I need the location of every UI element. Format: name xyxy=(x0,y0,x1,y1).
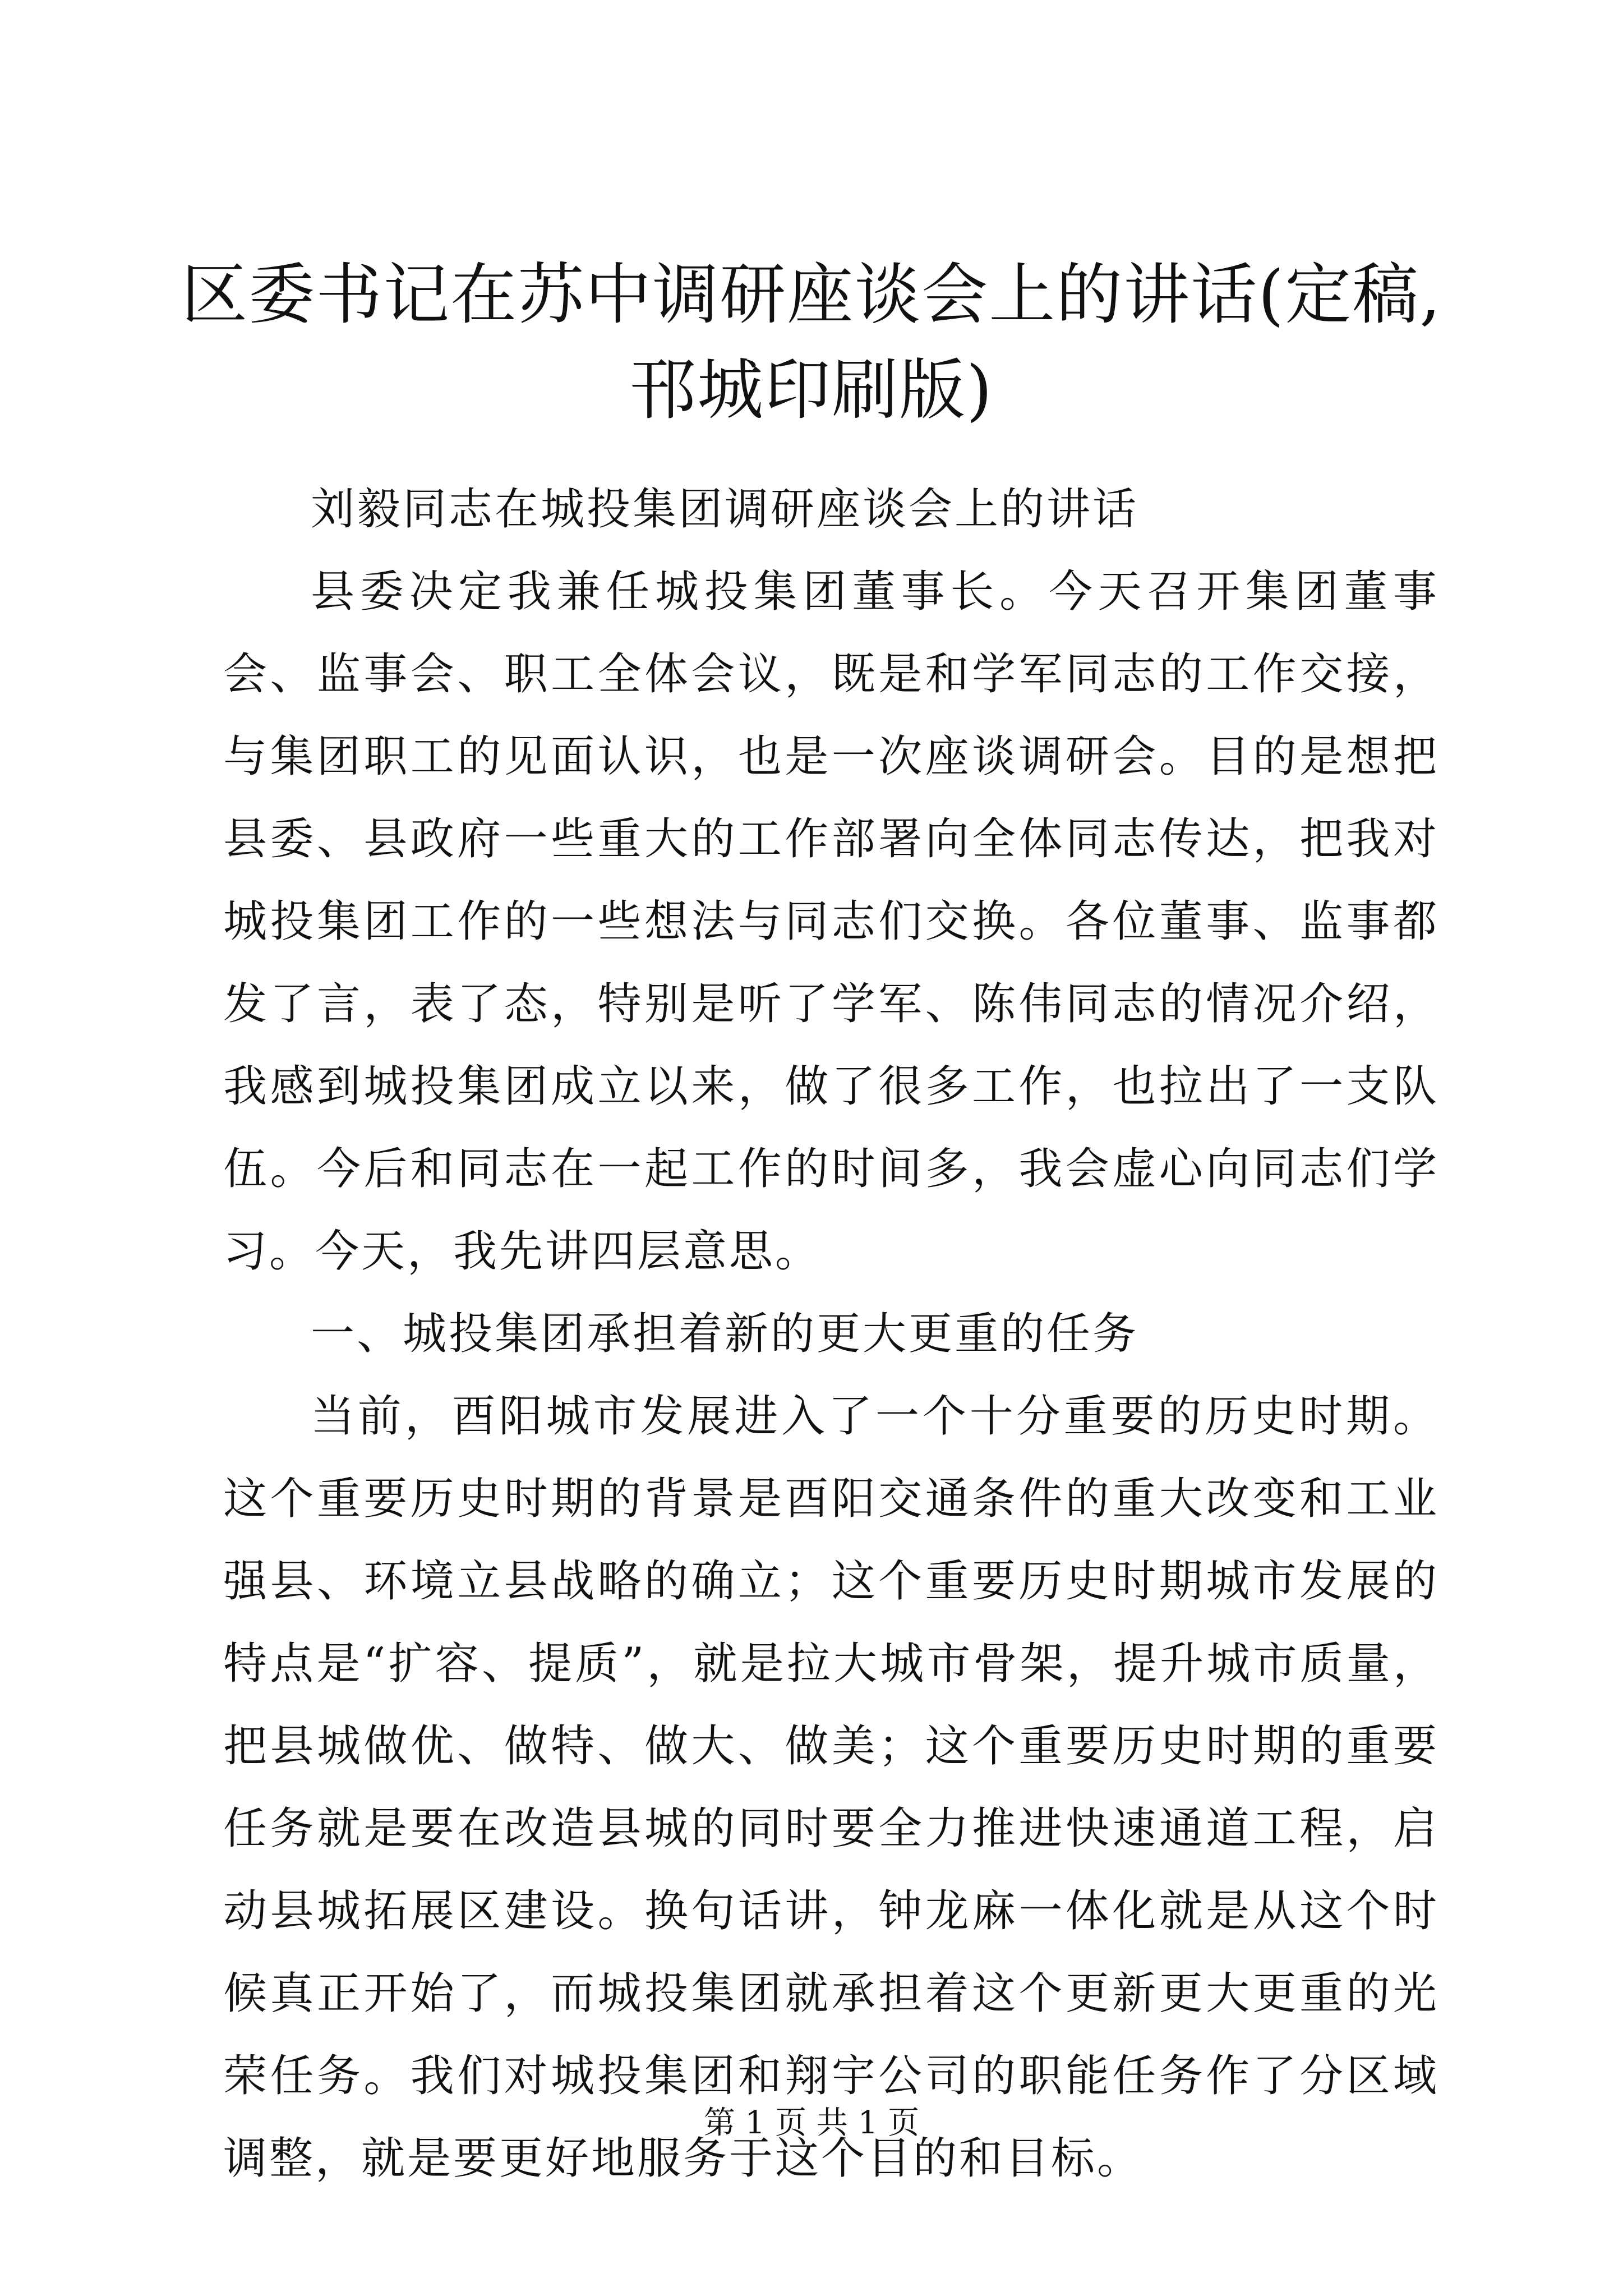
page-footer: 第 1 页 共 1 页 xyxy=(703,2105,920,2141)
subtitle-paragraph: 刘毅同志在城投集团调研座谈会上的讲话 xyxy=(311,484,1139,535)
body-paragraph: 当前，酉阳城市发展进入了一个十分重要的历史时期。这个重要历史时期的背景是酉阳交通条件的重大改变和工业强县、环境立县战略的确立；这个重要历史时期城市发展的特点是“扩容、提质”，就是拉大城市骨架，提升城市质量，把县城做优、做特、做大、做美；这个重要历史时期的重要任务就是要在改造县城的同时要全力推进快速通道工程，启动县城拓展区建设。换句话讲，钟龙麻一体化就是从这个时候真正开始了，而城投集团就承担着这个更新更大更重的光荣任务。我们对城投集团和翔宇公司的职能任务作了分区域调整，就是要更好地服务于这个目的和目标。 xyxy=(223,1391,1439,2184)
body-paragraph: 县委决定我兼任城投集团董事长。今天召开集团董事会、监事会、职工全体会议，既是和学军同志的工作交接，与集团职工的见面认识，也是一次座谈调研会。目的是想把县委、县政府一些重大的工作部署向全体同志传达，把我对城投集团工作的一些想法与同志们交换。各位董事、监事都发了言，表了态，特别是听了学军、陈伟同志的情况介绍，我感到城投集团成立以来，做了很多工作，也拉出了一支队伍。今后和同志在一起工作的时间多，我会虚心向同志们学习。今天，我先讲四层意思。 xyxy=(223,567,1439,1277)
document-title: 区委书记在苏中调研座谈会上的讲话(定稿,邗城印刷版) xyxy=(181,256,1442,429)
document-body xyxy=(223,468,1439,2200)
section-heading: 一、城投集团承担着新的更大更重的任务 xyxy=(311,1309,1139,1359)
